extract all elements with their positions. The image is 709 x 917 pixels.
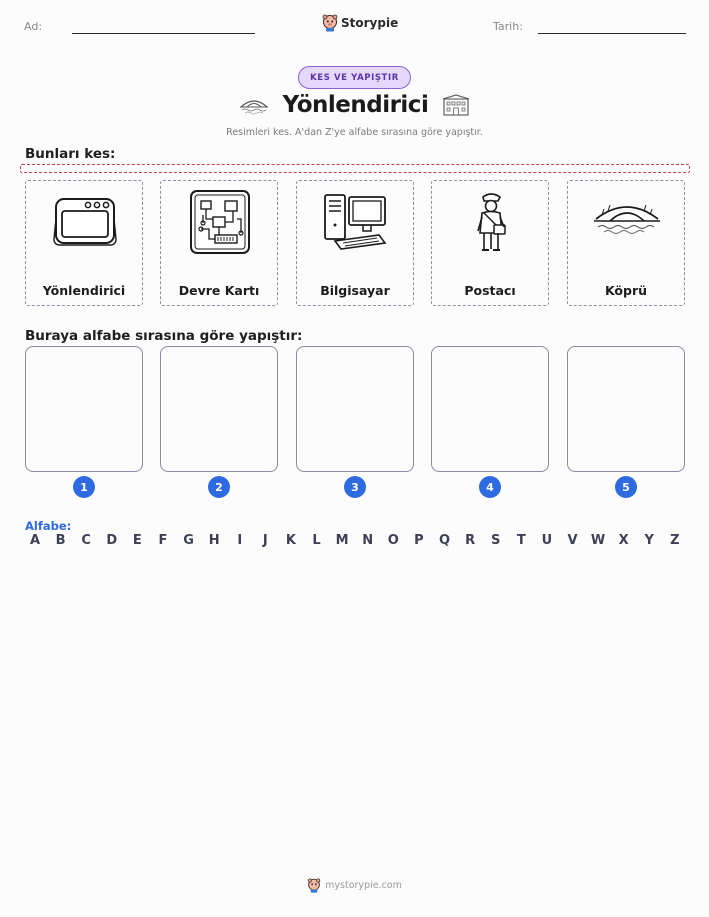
alphabet-letter: U	[541, 533, 553, 548]
slot-number-2: 2	[208, 476, 230, 498]
alphabet-letter: D	[106, 533, 118, 548]
slot-number-1: 1	[73, 476, 95, 498]
alphabet-letter: P	[414, 533, 424, 548]
alphabet-letter: B	[55, 533, 66, 548]
date-line[interactable]	[538, 33, 686, 34]
storypie-mascot-icon	[307, 878, 321, 893]
alphabet-row	[26, 533, 684, 548]
cut-line	[20, 164, 690, 173]
alphabet-letter: O	[387, 533, 399, 548]
paste-section-label: Buraya alfabe sırasına göre yapıştır:	[25, 328, 303, 344]
cut-card-circuit-board[interactable]	[160, 180, 278, 306]
alphabet-letter: E	[132, 533, 142, 548]
alphabet-letter: J	[262, 533, 268, 548]
alphabet-letter: N	[362, 533, 374, 548]
slot-number-3: 3	[344, 476, 366, 498]
alphabet-letter: V	[567, 533, 578, 548]
paste-box-4[interactable]	[431, 346, 549, 472]
alphabet-letter: F	[158, 533, 168, 548]
paste-box-3[interactable]	[296, 346, 414, 472]
circuit-board-icon	[185, 189, 255, 255]
bridge-icon	[592, 189, 662, 255]
brand-logo	[322, 13, 398, 33]
alphabet-letter: C	[81, 533, 91, 548]
name-label: Ad:	[24, 20, 43, 33]
card-label: Postacı	[464, 283, 516, 298]
computer-icon	[321, 189, 391, 255]
card-label: Devre Kartı	[178, 283, 260, 298]
alphabet-label: Alfabe:	[25, 519, 72, 533]
cut-card-router[interactable]	[25, 180, 143, 306]
date-label: Tarih:	[493, 20, 523, 33]
activity-badge: KES VE YAPIŞTIR	[298, 66, 411, 89]
name-line[interactable]	[72, 33, 255, 34]
slot-number-5: 5	[615, 476, 637, 498]
alphabet-letter: Q	[438, 533, 451, 548]
storypie-mascot-icon	[322, 14, 338, 32]
alphabet-letter: W	[590, 533, 606, 548]
paste-box-2[interactable]	[160, 346, 278, 472]
alphabet-letter: A	[29, 533, 41, 548]
alphabet-letter: H	[208, 533, 220, 548]
cut-card-mail-carrier[interactable]	[431, 180, 549, 306]
footer	[0, 878, 709, 893]
mail-carrier-icon	[456, 189, 526, 255]
alphabet-letter: K	[285, 533, 296, 548]
footer-url[interactable]: mystorypie.com	[325, 880, 402, 891]
bridge-small-icon	[239, 95, 269, 115]
slot-number-4: 4	[479, 476, 501, 498]
alphabet-letter: T	[516, 533, 526, 548]
alphabet-letter: R	[465, 533, 476, 548]
alphabet-letter: M	[335, 533, 349, 548]
paste-box-1[interactable]	[25, 346, 143, 472]
card-label: Köprü	[604, 283, 648, 298]
brand-name: Storypie	[341, 16, 399, 30]
alphabet-letter: I	[237, 533, 243, 548]
cut-card-computer[interactable]	[296, 180, 414, 306]
cut-card-bridge[interactable]	[567, 180, 685, 306]
paste-box-5[interactable]	[567, 346, 685, 472]
page-title: Yönlendirici	[282, 92, 429, 118]
alphabet-letter: X	[618, 533, 629, 548]
alphabet-letter: G	[183, 533, 194, 548]
card-label: Yönlendirici	[42, 283, 126, 298]
alphabet-letter: Z	[670, 533, 680, 548]
building-icon	[442, 94, 470, 116]
router-icon	[50, 189, 120, 255]
alphabet-letter: Y	[644, 533, 654, 548]
alphabet-letter: S	[491, 533, 501, 548]
instructions: Resimleri kes. A'dan Z'ye alfabe sırasına göre yapıştır.	[226, 127, 483, 138]
card-label: Bilgisayar	[320, 283, 390, 298]
alphabet-letter: L	[312, 533, 321, 548]
cut-section-label: Bunları kes:	[25, 146, 116, 162]
